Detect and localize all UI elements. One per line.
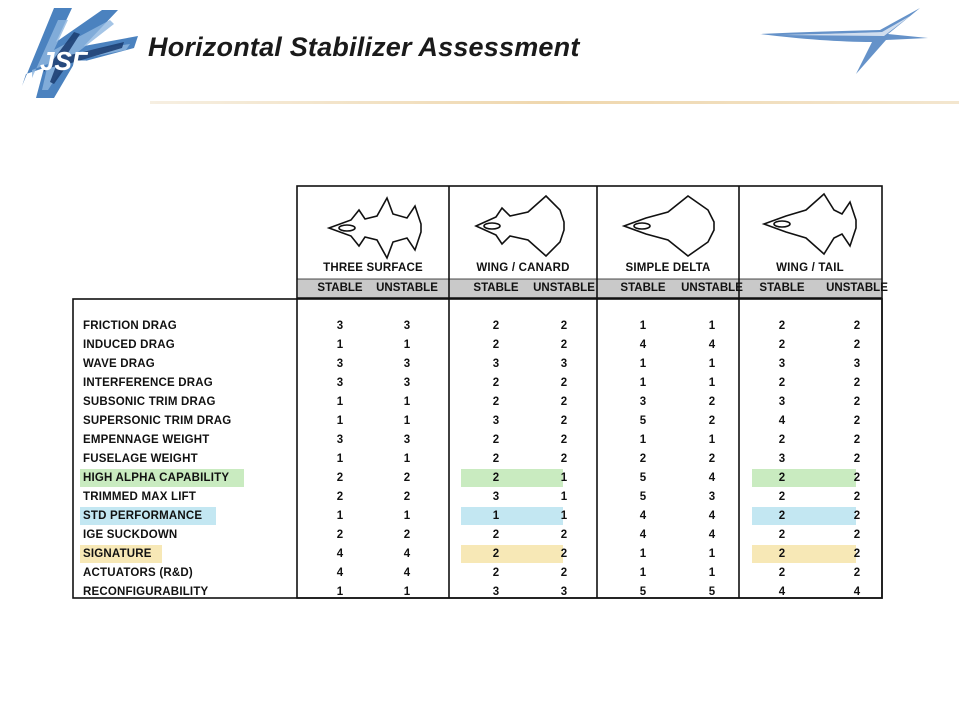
table-cell: 2 bbox=[560, 339, 568, 351]
table-cell: 1 bbox=[639, 377, 647, 389]
column-title: THREE SURFACE bbox=[323, 262, 423, 274]
table-cell: 3 bbox=[708, 491, 716, 503]
table-cell: 2 bbox=[403, 529, 411, 541]
table-cell: 2 bbox=[853, 434, 861, 446]
row-label: INTERFERENCE DRAG bbox=[83, 377, 213, 389]
table-cell: 3 bbox=[492, 491, 500, 503]
table-cell: 2 bbox=[853, 320, 861, 332]
table-cell: 3 bbox=[336, 358, 344, 370]
subheader-unstable: UNSTABLE bbox=[826, 282, 888, 294]
subheader-stable: STABLE bbox=[620, 282, 666, 294]
table-cell: 1 bbox=[639, 320, 647, 332]
table-cell: 2 bbox=[778, 320, 786, 332]
jsf-logo-text: JSF bbox=[40, 46, 88, 76]
simple-delta-aircraft-icon bbox=[624, 196, 714, 256]
table-cell: 4 bbox=[639, 510, 647, 522]
table-cell: 2 bbox=[639, 453, 647, 465]
page-title: Horizontal Stabilizer Assessment bbox=[148, 32, 580, 62]
table-cell: 1 bbox=[560, 510, 568, 522]
table-cell: 2 bbox=[403, 491, 411, 503]
table-cell: 3 bbox=[336, 377, 344, 389]
table-cell: 4 bbox=[336, 567, 344, 579]
table-cell: 2 bbox=[853, 529, 861, 541]
table-cell: 4 bbox=[403, 548, 411, 560]
wing-canard-highlight bbox=[461, 507, 563, 525]
subheader-stable: STABLE bbox=[473, 282, 519, 294]
table-cell: 1 bbox=[403, 586, 411, 598]
table-cell: 2 bbox=[560, 434, 568, 446]
table-cell: 2 bbox=[778, 510, 786, 522]
row-label: TRIMMED MAX LIFT bbox=[83, 491, 197, 503]
table-cell: 1 bbox=[639, 567, 647, 579]
table-cell: 3 bbox=[560, 586, 568, 598]
table-cell: 4 bbox=[778, 415, 786, 427]
table-cell: 1 bbox=[560, 472, 568, 484]
table-cell: 1 bbox=[708, 548, 716, 560]
table-cell: 2 bbox=[560, 567, 568, 579]
table-cell: 1 bbox=[639, 548, 647, 560]
table-cell: 5 bbox=[639, 491, 647, 503]
table-cell: 4 bbox=[403, 567, 411, 579]
table-cell: 2 bbox=[492, 396, 500, 408]
table-cell: 3 bbox=[336, 320, 344, 332]
table-cell: 1 bbox=[492, 510, 500, 522]
table-cell: 5 bbox=[708, 586, 716, 598]
table-cell: 4 bbox=[708, 529, 716, 541]
table-cell: 2 bbox=[560, 320, 568, 332]
row-label: FRICTION DRAG bbox=[83, 320, 177, 332]
table-cell: 3 bbox=[492, 358, 500, 370]
table-cell: 1 bbox=[403, 396, 411, 408]
wing-canard-highlight bbox=[461, 469, 563, 487]
row-label: ACTUATORS (R&D) bbox=[83, 567, 193, 579]
table-cell: 4 bbox=[708, 510, 716, 522]
table-cell: 1 bbox=[336, 396, 344, 408]
table-cell: 1 bbox=[403, 415, 411, 427]
row-label: WAVE DRAG bbox=[83, 358, 155, 370]
table-cell: 2 bbox=[778, 548, 786, 560]
table-cell: 1 bbox=[708, 320, 716, 332]
row-label: RECONFIGURABILITY bbox=[83, 586, 209, 598]
table-cell: 3 bbox=[492, 415, 500, 427]
table-cell: 2 bbox=[853, 491, 861, 503]
table-cell: 2 bbox=[778, 567, 786, 579]
wing-canard-highlight bbox=[461, 545, 563, 563]
column-title: WING / CANARD bbox=[476, 262, 570, 274]
table-cell: 2 bbox=[708, 453, 716, 465]
table-cell: 1 bbox=[403, 339, 411, 351]
table-cell: 4 bbox=[778, 586, 786, 598]
table-cell: 3 bbox=[560, 358, 568, 370]
row-label: HIGH ALPHA CAPABILITY bbox=[83, 472, 230, 484]
row-label: INDUCED DRAG bbox=[83, 339, 175, 351]
table-cell: 2 bbox=[403, 472, 411, 484]
table-cell: 2 bbox=[778, 434, 786, 446]
table-cell: 2 bbox=[778, 529, 786, 541]
table-cell: 1 bbox=[708, 567, 716, 579]
table-cell: 2 bbox=[492, 472, 500, 484]
three-surface-aircraft-icon bbox=[329, 198, 421, 258]
table-cell: 4 bbox=[853, 586, 861, 598]
table-cell: 3 bbox=[403, 434, 411, 446]
table-cell: 2 bbox=[778, 339, 786, 351]
row-label: FUSELAGE WEIGHT bbox=[83, 453, 198, 465]
table-cell: 3 bbox=[778, 453, 786, 465]
table-cell: 2 bbox=[336, 491, 344, 503]
table-cell: 2 bbox=[492, 320, 500, 332]
table-cell: 3 bbox=[336, 434, 344, 446]
table-cell: 5 bbox=[639, 472, 647, 484]
table-cell: 3 bbox=[403, 320, 411, 332]
table-cell: 2 bbox=[492, 453, 500, 465]
table-cell: 3 bbox=[853, 358, 861, 370]
table-cell: 2 bbox=[853, 567, 861, 579]
table-cell: 2 bbox=[853, 339, 861, 351]
table-cell: 2 bbox=[708, 396, 716, 408]
table-cell: 4 bbox=[708, 339, 716, 351]
table-cell: 4 bbox=[708, 472, 716, 484]
table-cell: 3 bbox=[639, 396, 647, 408]
table-cell: 2 bbox=[560, 415, 568, 427]
subheader-unstable: UNSTABLE bbox=[681, 282, 743, 294]
table-cell: 2 bbox=[853, 548, 861, 560]
table-cell: 1 bbox=[639, 434, 647, 446]
table-cell: 2 bbox=[778, 377, 786, 389]
column-title: SIMPLE DELTA bbox=[625, 262, 711, 274]
table-cell: 3 bbox=[778, 358, 786, 370]
table-cell: 4 bbox=[639, 529, 647, 541]
table-cell: 2 bbox=[492, 377, 500, 389]
row-label: STD PERFORMANCE bbox=[83, 510, 203, 522]
table-cell: 2 bbox=[853, 415, 861, 427]
table-cell: 2 bbox=[560, 453, 568, 465]
table-cell: 1 bbox=[708, 434, 716, 446]
row-label: SIGNATURE bbox=[83, 548, 152, 560]
wing-canard-aircraft-icon bbox=[476, 196, 564, 256]
table-cell: 3 bbox=[492, 586, 500, 598]
table-cell: 3 bbox=[778, 396, 786, 408]
table-cell: 2 bbox=[778, 491, 786, 503]
table-cell: 2 bbox=[853, 472, 861, 484]
table-cell: 1 bbox=[336, 453, 344, 465]
table-cell: 2 bbox=[853, 453, 861, 465]
table-cell: 2 bbox=[560, 377, 568, 389]
table-cell: 1 bbox=[336, 586, 344, 598]
table-cell: 2 bbox=[492, 339, 500, 351]
table-cell: 1 bbox=[403, 510, 411, 522]
table-cell: 2 bbox=[336, 472, 344, 484]
table-cell: 2 bbox=[492, 434, 500, 446]
table-cell: 2 bbox=[778, 472, 786, 484]
table-cell: 2 bbox=[560, 529, 568, 541]
table-cell: 2 bbox=[560, 396, 568, 408]
table-cell: 2 bbox=[853, 377, 861, 389]
table-cell: 2 bbox=[492, 548, 500, 560]
table-cell: 1 bbox=[336, 415, 344, 427]
table-cell: 1 bbox=[708, 377, 716, 389]
table-cell: 2 bbox=[560, 548, 568, 560]
table-cell: 4 bbox=[336, 548, 344, 560]
wing-tail-aircraft-icon bbox=[764, 194, 856, 254]
row-label: EMPENNAGE WEIGHT bbox=[83, 434, 210, 446]
table-cell: 5 bbox=[639, 415, 647, 427]
table-cell: 1 bbox=[403, 453, 411, 465]
table-cell: 1 bbox=[336, 339, 344, 351]
row-label: SUPERSONIC TRIM DRAG bbox=[83, 415, 232, 427]
table-cell: 2 bbox=[492, 567, 500, 579]
table-cell: 5 bbox=[639, 586, 647, 598]
table-cell: 2 bbox=[708, 415, 716, 427]
table-cell: 3 bbox=[403, 377, 411, 389]
table-cell: 2 bbox=[492, 529, 500, 541]
subheader-unstable: UNSTABLE bbox=[376, 282, 438, 294]
subheader-stable: STABLE bbox=[759, 282, 805, 294]
subheader-unstable: UNSTABLE bbox=[533, 282, 595, 294]
subheader-stable: STABLE bbox=[317, 282, 363, 294]
column-title: WING / TAIL bbox=[776, 262, 844, 274]
table-cell: 1 bbox=[336, 510, 344, 522]
table-cell: 1 bbox=[560, 491, 568, 503]
table-cell: 1 bbox=[708, 358, 716, 370]
row-label: SUBSONIC TRIM DRAG bbox=[83, 396, 216, 408]
table-cell: 1 bbox=[639, 358, 647, 370]
table-cell: 2 bbox=[853, 396, 861, 408]
table-cell: 3 bbox=[403, 358, 411, 370]
row-label: IGE SUCKDOWN bbox=[83, 529, 178, 541]
table-cell: 4 bbox=[639, 339, 647, 351]
table-cell: 2 bbox=[336, 529, 344, 541]
table-cell: 2 bbox=[853, 510, 861, 522]
